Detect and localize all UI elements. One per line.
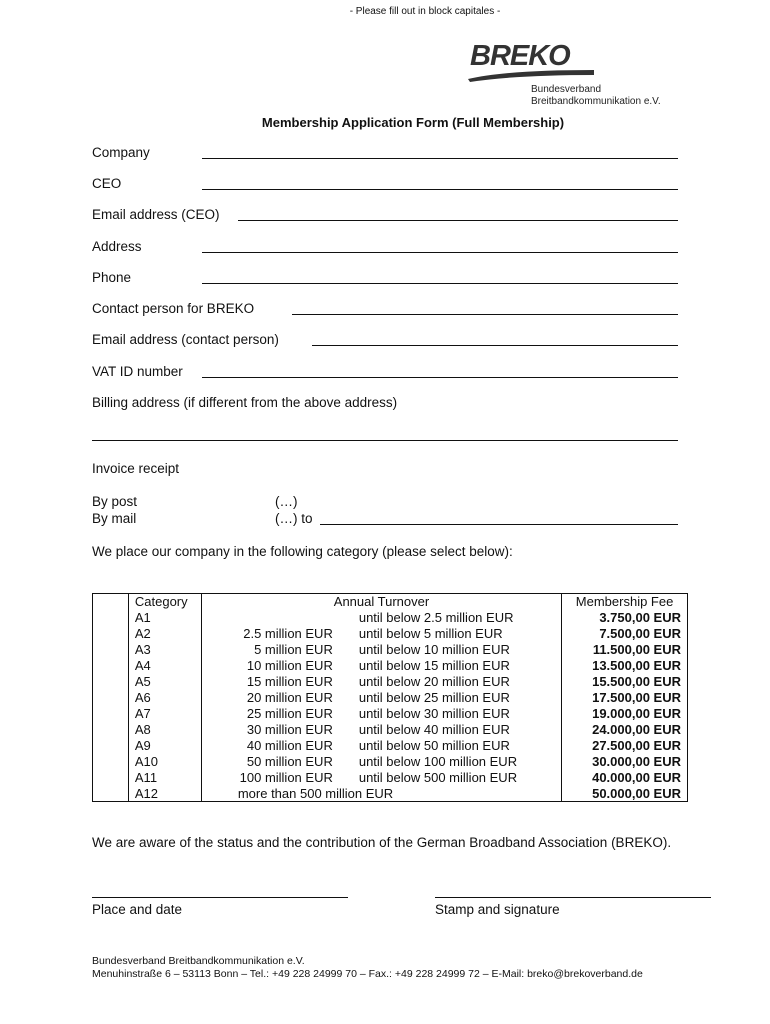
turnover-until: until below 5 million EUR <box>358 626 503 641</box>
table-row <box>93 626 688 642</box>
turnover-from: 100 million EUR <box>239 770 333 785</box>
turnover-until: until below 500 million EUR <box>358 770 518 785</box>
breko-logo <box>466 40 661 110</box>
email-ceo-label: Email address (CEO) <box>92 207 220 222</box>
turnover-from: 2.5 million EUR <box>243 626 333 641</box>
turnover-from: 25 million EUR <box>246 706 333 721</box>
table-row <box>93 770 688 786</box>
category-cell: A11 <box>128 770 201 786</box>
category-cell: A12 <box>128 786 201 802</box>
turnover-until: until below 20 million EUR <box>358 674 510 689</box>
category-cell: A4 <box>128 658 201 674</box>
select-cell[interactable] <box>93 770 129 786</box>
footer-org-name: Bundesverband Breitbandkommunikation e.V. <box>92 955 305 967</box>
ceo-field[interactable] <box>202 189 678 190</box>
turnover-until: until below 25 million EUR <box>358 690 510 705</box>
fee-cell: 3.750,00 EUR <box>562 610 688 626</box>
by-post-checkbox[interactable]: (…) <box>275 494 298 509</box>
address-field[interactable] <box>202 252 678 253</box>
table-row <box>93 690 688 706</box>
turnover-from: 40 million EUR <box>246 738 333 753</box>
turnover-more: more than 500 million EUR <box>237 785 394 801</box>
turnover-from: 20 million EUR <box>246 690 333 705</box>
turnover-cell <box>201 642 561 658</box>
category-cell: A5 <box>128 674 201 690</box>
table-row <box>93 610 688 626</box>
company-label: Company <box>92 145 150 160</box>
stamp-signature-field[interactable] <box>435 897 711 898</box>
turnover-until: until below 100 million EUR <box>358 754 518 769</box>
billing-address-field[interactable] <box>92 440 678 441</box>
address-label: Address <box>92 239 142 254</box>
fee-header: Membership Fee <box>562 594 688 610</box>
category-cell: A2 <box>128 626 201 642</box>
turnover-from: 30 million EUR <box>246 722 333 737</box>
select-cell[interactable] <box>93 594 129 610</box>
email-contact-field[interactable] <box>312 345 678 346</box>
select-cell[interactable] <box>93 722 129 738</box>
turnover-cell <box>201 658 561 674</box>
logo-swoosh-icon <box>466 66 596 84</box>
category-cell: A1 <box>128 610 201 626</box>
fill-instruction: - Please fill out in block capitales - <box>349 6 501 17</box>
logo-subtitle-1: Bundesverband <box>531 84 602 95</box>
select-cell[interactable] <box>93 754 129 770</box>
category-cell: A3 <box>128 642 201 658</box>
turnover-until: until below 2.5 million EUR <box>358 610 514 625</box>
turnover-from: 50 million EUR <box>246 754 333 769</box>
footer-contact-line: Menuhinstraße 6 – 53113 Bonn – Tel.: +49 228 24999 70 – Fax.: +49 228 24999 72 – E-Mail: breko@brekoverband.de <box>92 968 643 980</box>
by-mail-address-field[interactable] <box>320 524 678 525</box>
fee-cell: 13.500,00 EUR <box>562 658 688 674</box>
contact-person-label: Contact person for BREKO <box>92 301 255 316</box>
table-row <box>93 738 688 754</box>
select-cell[interactable] <box>93 626 129 642</box>
contact-person-field[interactable] <box>292 314 678 315</box>
email-contact-label: Email address (contact person) <box>92 332 279 347</box>
fee-cell: 15.500,00 EUR <box>562 674 688 690</box>
by-mail-checkbox[interactable]: (…) to <box>275 511 313 526</box>
turnover-cell <box>201 706 561 722</box>
category-cell: A10 <box>128 754 201 770</box>
place-date-label: Place and date <box>92 902 183 917</box>
by-post-label: By post <box>92 494 138 509</box>
table-row <box>93 786 688 802</box>
membership-fee-table <box>92 593 688 802</box>
place-date-field[interactable] <box>92 897 348 898</box>
select-cell[interactable] <box>93 658 129 674</box>
turnover-cell <box>201 626 561 642</box>
ceo-label: CEO <box>92 176 122 191</box>
turnover-from: 15 million EUR <box>246 674 333 689</box>
category-header: Category <box>128 594 201 610</box>
fee-cell: 17.500,00 EUR <box>562 690 688 706</box>
logo-wordmark: BREKO <box>470 40 570 72</box>
vat-id-field[interactable] <box>202 377 678 378</box>
vat-id-label: VAT ID number <box>92 364 183 379</box>
by-mail-label: By mail <box>92 511 137 526</box>
turnover-cell <box>201 786 561 802</box>
select-cell[interactable] <box>93 610 129 626</box>
select-cell[interactable] <box>93 786 129 802</box>
turnover-until: until below 10 million EUR <box>358 642 510 657</box>
invoice-receipt-heading: Invoice receipt <box>92 461 180 476</box>
table-row <box>93 754 688 770</box>
fee-cell: 27.500,00 EUR <box>562 738 688 754</box>
phone-field[interactable] <box>202 283 678 284</box>
turnover-until: until below 50 million EUR <box>358 738 510 753</box>
turnover-cell <box>201 754 561 770</box>
fee-cell: 50.000,00 EUR <box>562 786 688 802</box>
turnover-header: Annual Turnover <box>333 594 430 610</box>
stamp-signature-label: Stamp and signature <box>435 902 560 917</box>
billing-address-label: Billing address (if different from the above address) <box>92 395 398 410</box>
turnover-from: 5 million EUR <box>254 642 333 657</box>
turnover-cell <box>201 738 561 754</box>
select-cell[interactable] <box>93 642 129 658</box>
turnover-from: 10 million EUR <box>246 658 333 673</box>
form-title: Membership Application Form (Full Membership) <box>261 115 565 130</box>
select-cell[interactable] <box>93 738 129 754</box>
fee-cell: 11.500,00 EUR <box>562 642 688 658</box>
category-intro: We place our company in the following category (please select below): <box>92 544 513 559</box>
table-row <box>93 658 688 674</box>
select-cell[interactable] <box>93 674 129 690</box>
company-field[interactable] <box>202 158 678 159</box>
table-header-row <box>93 594 688 610</box>
awareness-statement: We are aware of the status and the contribution of the German Broadband Association (BREKO). <box>92 835 672 850</box>
fee-cell: 7.500,00 EUR <box>562 626 688 642</box>
turnover-cell <box>201 722 561 738</box>
turnover-cell <box>201 674 561 690</box>
turnover-cell <box>201 610 561 626</box>
category-cell: A8 <box>128 722 201 738</box>
turnover-cell <box>201 690 561 706</box>
table-row <box>93 706 688 722</box>
table-row <box>93 674 688 690</box>
table-row <box>93 722 688 738</box>
fee-cell: 24.000,00 EUR <box>562 722 688 738</box>
category-cell: A7 <box>128 706 201 722</box>
category-cell: A9 <box>128 738 201 754</box>
turnover-cell <box>201 770 561 786</box>
fee-cell: 19.000,00 EUR <box>562 706 688 722</box>
category-cell: A6 <box>128 690 201 706</box>
phone-label: Phone <box>92 270 132 285</box>
logo-subtitle-2: Breitbandkommunikation e.V. <box>531 96 661 107</box>
turnover-until: until below 15 million EUR <box>358 658 510 673</box>
table-row <box>93 642 688 658</box>
fee-cell: 30.000,00 EUR <box>562 754 688 770</box>
turnover-until: until below 40 million EUR <box>358 722 510 737</box>
fee-cell: 40.000,00 EUR <box>562 770 688 786</box>
turnover-until: until below 30 million EUR <box>358 706 510 721</box>
select-cell[interactable] <box>93 706 129 722</box>
select-cell[interactable] <box>93 690 129 706</box>
email-ceo-field[interactable] <box>238 220 678 221</box>
